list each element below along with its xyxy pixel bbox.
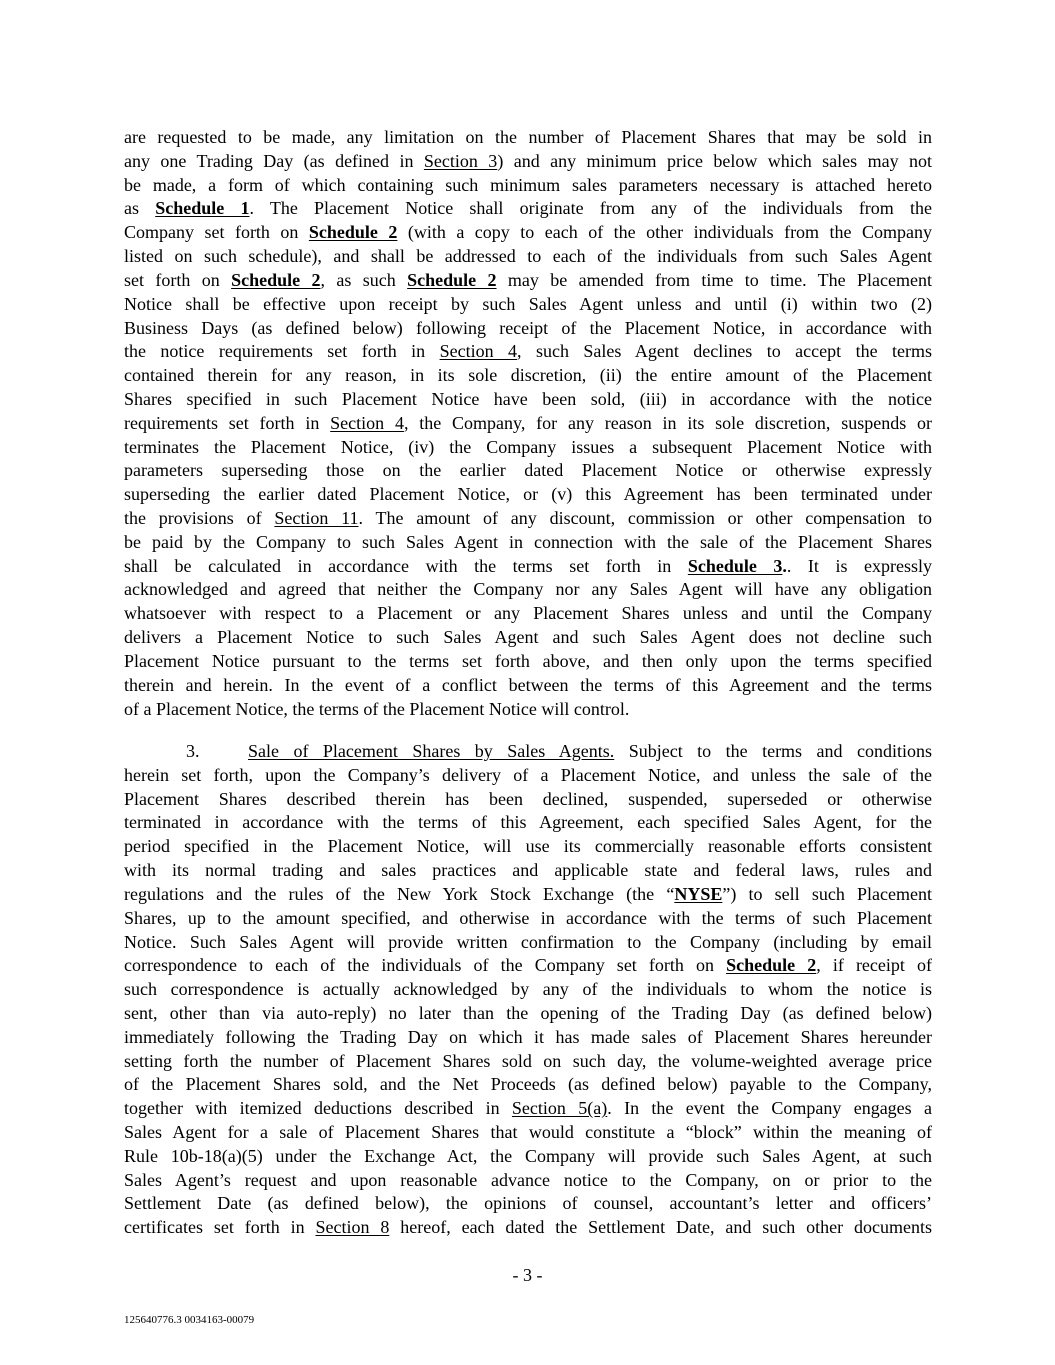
document-id: 125640776.3 0034163-00079 (124, 1314, 255, 1326)
text-line: Sales Agent for a sale of Placement Shares that would constitute a “block” within the meaning of (124, 1122, 932, 1142)
text-line: Notice shall be effective upon receipt by such Sales Agent unless and until (i) within two (2) (124, 293, 932, 314)
text-line: certificates set forth in Section 8 hereof, each dated the Settlement Date, and such other documents (124, 1217, 932, 1238)
section-heading: Sale of Placement Shares by Sales Agents. (248, 741, 615, 761)
text-line: therein and herein. In the event of a conflict between the terms of this Agreement and the terms (124, 674, 932, 695)
text-line: Company set forth on Schedule 2 (with a copy to each of the other individuals from the Company (124, 222, 932, 243)
page-number: - 3 - (512, 1265, 543, 1285)
schedule-reference: Schedule 1 (155, 198, 250, 219)
text-line: as Schedule 1. The Placement Notice shall originate from any of the individuals from the (124, 198, 933, 219)
text-line: with its normal trading and sales practices and applicable state and federal laws, rules and (124, 860, 932, 881)
schedule-reference: Schedule 2 (407, 269, 497, 290)
text-line: terminates the Placement Notice, (iv) the Company issues a subsequent Placement Notice with (124, 436, 932, 457)
text-line: of a Placement Notice, the terms of the Placement Notice will control. (124, 698, 630, 719)
text-line: together with itemized deductions described in Section 5(a). In the event the Company engages a (124, 1098, 932, 1119)
cross-reference: Section 4 (439, 341, 518, 362)
defined-term-nyse: NYSE (674, 883, 723, 904)
text-line: correspondence to each of the individuals of the Company set forth on Schedule 2, if receipt of (124, 955, 933, 976)
text-line: Notice. Such Sales Agent will provide written confirmation to the Company (including by email (124, 931, 932, 952)
text-line: the provisions of Section 11. The amount of any discount, commission or other compensation to (124, 508, 933, 528)
text-line: requirements set forth in Section 4, the Company, for any reason in its sole discretion, suspends or (124, 412, 932, 433)
text-line: any one Trading Day (as defined in Section 3) and any minimum price below which sales may not (124, 150, 932, 171)
section-3-paragraph (124, 740, 932, 1240)
text-line: Rule 10b-18(a)(5) under the Exchange Act, the Company will provide such Sales Agent, at such (124, 1145, 932, 1166)
text-line: herein set forth, upon the Company’s delivery of a Placement Notice, and unless the sale of the (124, 764, 932, 785)
text-line: sent, other than via auto-reply) no later than the opening of the Trading Day (as defined below) (124, 1002, 932, 1023)
schedule-reference: Schedule 2 (308, 222, 398, 243)
cross-reference: Section 4 (330, 412, 404, 433)
text-line: set forth on Schedule 2, as such Schedule 2 may be amended from time to time. The Placement (124, 269, 932, 290)
text-line: delivers a Placement Notice to such Sales Agent and such Sales Agent does not decline such (124, 627, 932, 648)
schedule-reference: Schedule 2 (726, 955, 817, 976)
paragraph-placement-notice (124, 126, 932, 721)
text-line: of the Placement Shares sold, and the Net Proceeds (as defined below) payable to the Company, (124, 1074, 932, 1095)
text-line: be paid by the Company to such Sales Agent in connection with the sale of the Placement Shares (124, 531, 932, 552)
text-line: Placement Shares described therein has been declined, suspended, superseded or otherwise (124, 788, 932, 809)
section-heading-line: 3. Sale of Placement Shares by Sales Agents. Subject to the terms and conditions (124, 740, 932, 764)
text-line: period specified in the Placement Notice, will use its commercially reasonable efforts consistent (124, 836, 932, 857)
text-line: Placement Notice pursuant to the terms set forth above, and then only upon the terms specified (124, 650, 932, 671)
text-line: immediately following the Trading Day on which it has made sales of Placement Shares hereunder (124, 1026, 932, 1047)
text-line: be made, a form of which containing such minimum sales parameters necessary is attached hereto (124, 174, 932, 195)
text-line: Business Days (as defined below) following receipt of the Placement Notice, in accordance with (124, 317, 932, 338)
text-line: the notice requirements set forth in Section 4, such Sales Agent declines to accept the terms (124, 341, 932, 362)
text-line: whatsoever with respect to a Placement or any Placement Shares unless and until the Company (124, 603, 932, 624)
text-line: acknowledged and agreed that neither the Company nor any Sales Agent will have any obligation (124, 579, 932, 600)
text-line: Sales Agent’s request and upon reasonable advance notice to the Company, on or prior to the (124, 1169, 932, 1190)
schedule-reference: Schedule 2 (231, 269, 321, 290)
cross-reference: Section 5(a) (511, 1098, 608, 1119)
text-line: parameters superseding those on the earlier dated Placement Notice or otherwise expressly (124, 460, 932, 481)
cross-reference: Section 8 (315, 1217, 390, 1238)
text-line: Shares, up to the amount specified, and otherwise in accordance with the terms of such Placement (124, 907, 932, 928)
text-line: Settlement Date (as defined below), the opinions of counsel, accountant’s letter and officers’ (124, 1193, 932, 1214)
text-line: shall be calculated in accordance with the terms set forth in Schedule 3.. It is expressly (124, 555, 933, 576)
schedule-reference: Schedule 3 (687, 555, 783, 576)
text-line: regulations and the rules of the New York Stock Exchange (the “NYSE”) to sell such Placement (124, 883, 932, 904)
cross-reference: Section 3 (423, 150, 498, 171)
text-line: contained therein for any reason, in its sole discretion, (ii) the entire amount of the Placement (124, 365, 932, 386)
cross-reference: Section 11 (274, 508, 359, 528)
text-line: are requested to be made, any limitation on the number of Placement Shares that may be sold in (124, 127, 932, 147)
text-line: terminated in accordance with the terms of this Agreement, each specified Sales Agent, for the (124, 812, 932, 833)
section-number: 3. (186, 741, 200, 761)
text-line: such correspondence is actually acknowledged by any of the individuals to whom the notice is (124, 979, 932, 1000)
text-line: Shares specified in such Placement Notice have been sold, (iii) in accordance with the notice (124, 388, 932, 409)
text-line: superseding the earlier dated Placement Notice, or (v) this Agreement has been terminated under (124, 484, 932, 505)
text-line: listed on such schedule), and shall be addressed to each of the individuals from such Sales Agent (124, 246, 932, 267)
text-line: setting forth the number of Placement Shares sold on such day, the volume-weighted average price (124, 1050, 932, 1071)
